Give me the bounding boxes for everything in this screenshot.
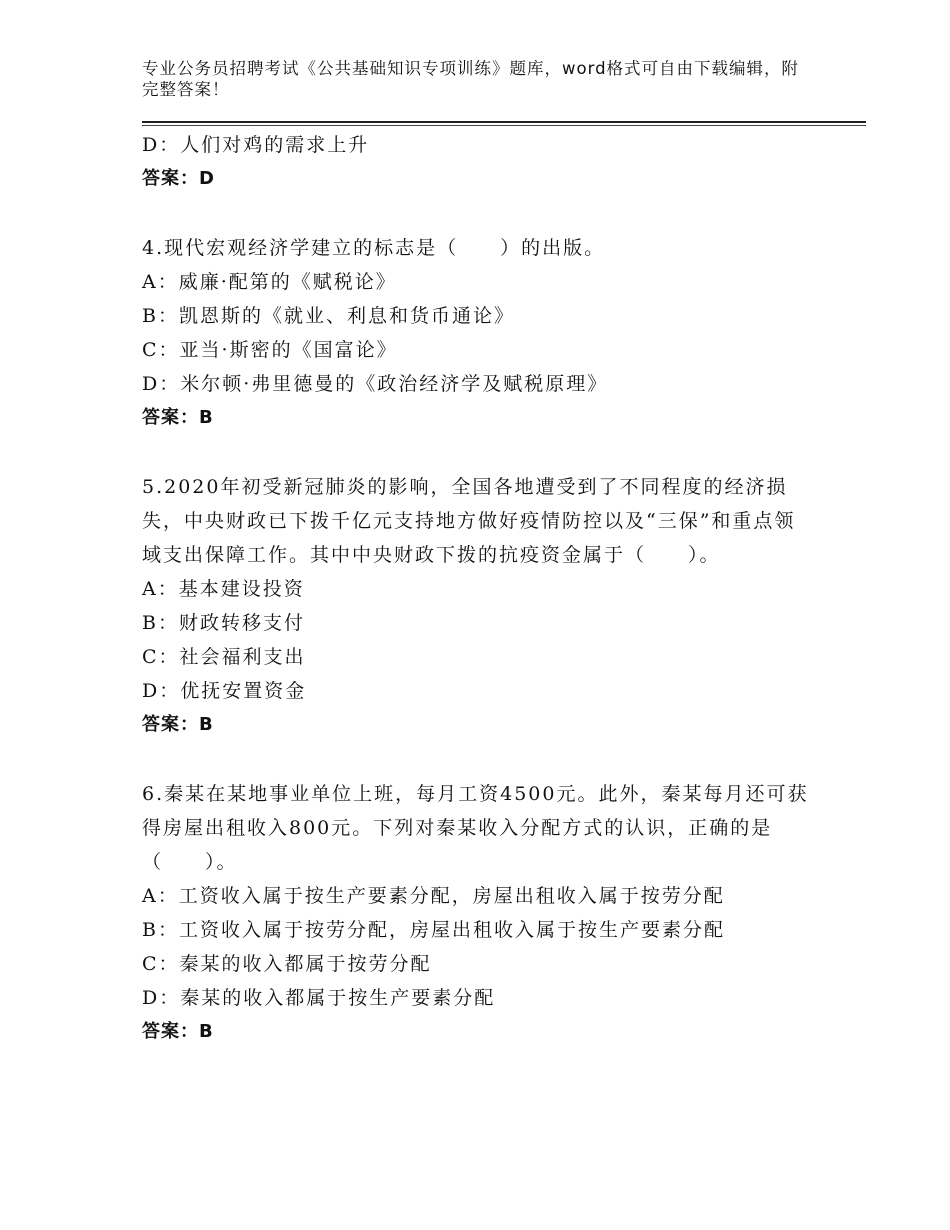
- option-a: A：威廉·配第的《赋税论》: [142, 271, 397, 293]
- spacer: [142, 196, 812, 231]
- option-a: A：基本建设投资: [142, 578, 305, 600]
- option-d: D：优抚安置资金: [142, 680, 307, 702]
- spacer: [142, 742, 812, 777]
- option-d: D：人们对鸡的需求上升: [142, 134, 370, 156]
- question-stem: 4.现代宏观经济学建立的标志是（ ）的出版。: [142, 237, 606, 259]
- option-b: B：财政转移支付: [142, 612, 305, 634]
- question-6: [142, 777, 812, 1049]
- option-b: B：凯恩斯的《就业、利息和货币通论》: [142, 305, 515, 327]
- answer: 答案：B: [142, 714, 214, 735]
- answer: 答案：B: [142, 407, 214, 428]
- header-rule-thick: [142, 121, 866, 123]
- previous-question-tail: [142, 128, 812, 196]
- option-a: A：工资收入属于按生产要素分配，房屋出租收入属于按劳分配: [142, 885, 725, 907]
- answer: 答案：D: [142, 168, 215, 189]
- answer: 答案：B: [142, 1021, 214, 1042]
- question-4: [142, 231, 812, 435]
- option-d: D：秦某的收入都属于按生产要素分配: [142, 987, 496, 1009]
- question-content: [142, 128, 812, 1049]
- option-b: B：工资收入属于按劳分配，房屋出租收入属于按生产要素分配: [142, 919, 725, 941]
- question-stem: 6.秦某在某地事业单位上班，每月工资4500元。此外，秦某每月还可获得房屋出租收入800元。下列对秦某收入分配方式的认识，正确的是（ ）。: [142, 783, 809, 873]
- option-c: C：社会福利支出: [142, 646, 306, 668]
- spacer: [142, 435, 812, 470]
- header-rule-thin: [142, 125, 866, 126]
- question-stem: 5.2020年初受新冠肺炎的影响，全国各地遭受到了不同程度的经济损失，中央财政已下拨千亿元支持地方做好疫情防控以及“三保”和重点领域支出保障工作。其中中央财政下拨的抗疫资金属于（ ）。: [142, 476, 796, 566]
- question-5: [142, 470, 812, 742]
- page-header: 专业公务员招聘考试《公共基础知识专项训练》题库，word格式可自由下载编辑，附完整答案！: [142, 59, 800, 99]
- option-c: C：秦某的收入都属于按劳分配: [142, 953, 432, 975]
- option-c: C：亚当·斯密的《国富论》: [142, 339, 398, 361]
- option-d: D：米尔顿·弗里德曼的《政治经济学及赋税原理》: [142, 373, 609, 395]
